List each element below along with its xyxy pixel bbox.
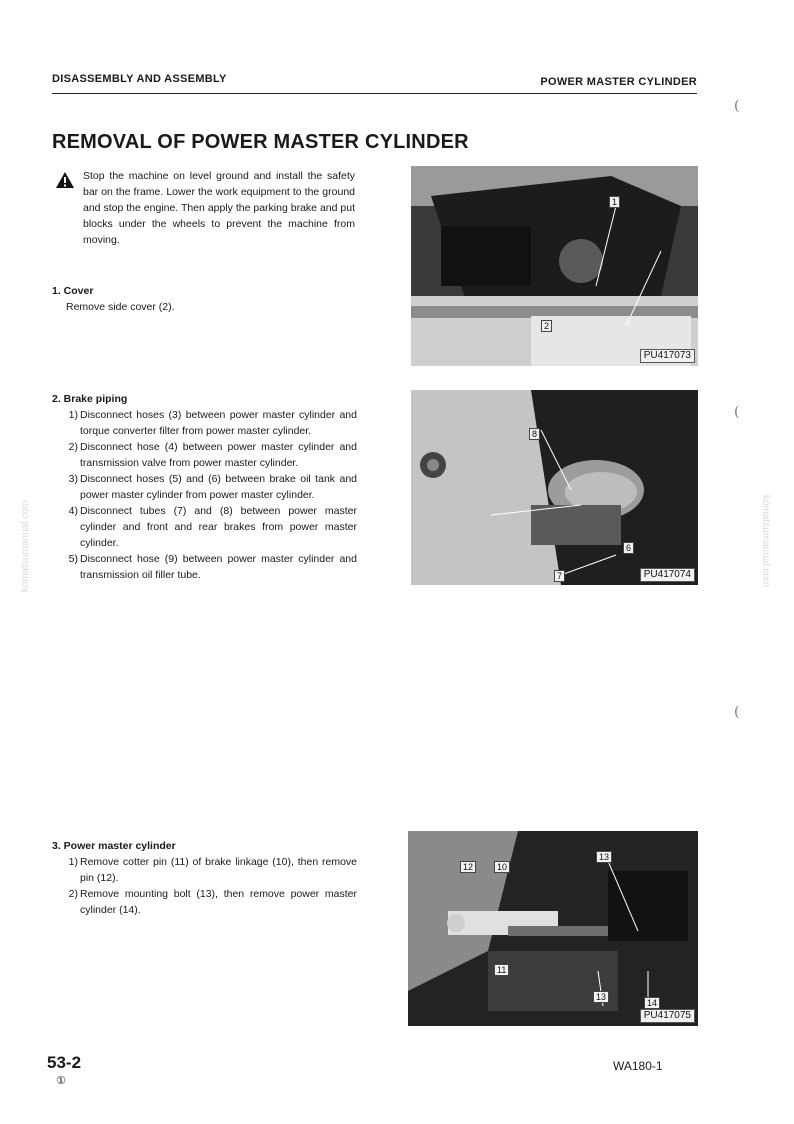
callout-label: 1 <box>609 196 620 208</box>
figure-code: PU417075 <box>640 1009 695 1023</box>
step-item: 3) Disconnect hoses (5) and (6) between brake oil tank and power master cylinder from power master cylinder. <box>68 473 357 501</box>
warning-icon <box>55 171 75 189</box>
step-list <box>52 407 357 583</box>
photo-power-master-cylinder <box>408 831 698 1026</box>
callout-label: 14 <box>644 997 660 1009</box>
step-item: 2) Remove mounting bolt (13), then remove power master cylinder (14). <box>68 888 357 916</box>
section-text: Remove side cover (2). <box>66 301 175 313</box>
section-power-master-cylinder <box>52 838 357 918</box>
step-item: 5) Disconnect hose (9) between power master cylinder and transmission oil filler tube. <box>68 553 357 581</box>
section-brake-piping <box>52 391 357 583</box>
callout-label: 13 <box>593 991 609 1003</box>
section-cover <box>52 283 357 315</box>
section-heading: 1. Cover <box>52 285 94 297</box>
step-item: 4) Disconnect tubes (7) and (8) between power master cylinder and front and rear brakes from power master cylinder. <box>68 505 357 549</box>
page-title: REMOVAL OF POWER MASTER CYLINDER <box>52 131 469 153</box>
binding-mark: ( <box>734 404 740 420</box>
section-heading: 3. Power master cylinder <box>52 840 176 852</box>
photo-image <box>411 166 698 366</box>
callout-label: 12 <box>460 861 476 873</box>
photo-side-cover <box>411 166 698 366</box>
figure-code: PU417074 <box>640 568 695 582</box>
watermark-left: komatsumanual.com <box>20 500 31 593</box>
photo-brake-piping <box>411 390 698 585</box>
warning-block <box>55 168 355 248</box>
step-list <box>52 854 357 918</box>
photo-image <box>411 390 698 585</box>
running-header-left: DISASSEMBLY AND ASSEMBLY <box>52 73 227 85</box>
binding-mark: ( <box>734 704 740 720</box>
revision-mark: ① <box>56 1075 66 1087</box>
figure-code: PU417073 <box>640 349 695 363</box>
model-number: WA180-1 <box>613 1059 663 1073</box>
callout-label: 2 <box>541 320 552 332</box>
watermark-right: komatsumanual.com <box>760 495 771 588</box>
step-item: 2) Disconnect hose (4) between power master cylinder and transmission valve from power master cylinder. <box>68 441 357 469</box>
callout-label: 7 <box>554 570 565 582</box>
binding-mark: ( <box>734 98 740 114</box>
running-header-right: POWER MASTER CYLINDER <box>540 76 697 88</box>
header-rule <box>52 93 697 94</box>
callout-label: 8 <box>529 428 540 440</box>
warning-text: Stop the machine on level ground and install the safety bar on the frame. Lower the work equipment to the ground and stop the engine. Then apply the parking brake and put blocks under the wheels to prevent the machine from moving. <box>83 170 355 246</box>
section-heading: 2. Brake piping <box>52 393 128 405</box>
callout-label: 13 <box>596 851 612 863</box>
step-item: 1) Remove cotter pin (11) of brake linkage (10), then remove pin (12). <box>68 856 357 884</box>
callout-label: 11 <box>494 964 509 976</box>
callout-label: 6 <box>623 542 634 554</box>
step-item: 1) Disconnect hoses (3) between power master cylinder and torque converter filter from power master cylinder. <box>68 409 357 437</box>
callout-label: 10 <box>494 861 510 873</box>
page-number: 53-2 <box>47 1053 82 1072</box>
